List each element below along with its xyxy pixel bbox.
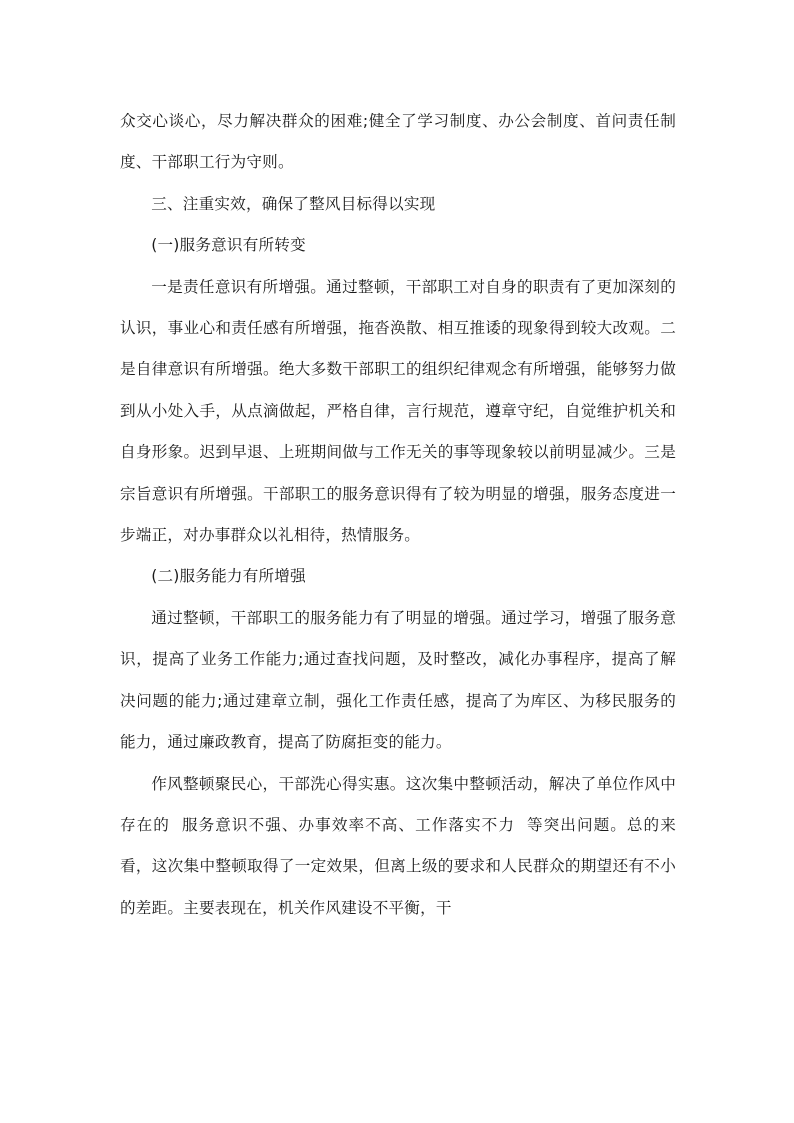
paragraph-summary: 作风整顿聚民心，干部洗心得实惠。这次集中整顿活动，解决了单位作风中存在的 服务意识不强、办事效率不高、工作落实不力 等突出问题。总的来看，这次集中整顿取得了一定效果，但离上级的要求和人民群众的期望还有不小的差距。主要表现在，机关作风建设不平衡，干 xyxy=(120,774,676,917)
paragraph-capability: 通过整顿，干部职工的服务能力有了明显的增强。通过学习，增强了服务意识，提高了业务工作能力;通过查找问题，及时整改，减化办事程序，提高了解决问题的能力;通过建章立制，强化工作责任感，提高了为库区、为移民服务的能力，通过廉政教育，提高了防腐拒变的能力。 xyxy=(120,608,676,752)
paragraph-continuation: 众交心谈心，尽力解决群众的困难;健全了学习制度、办公会制度、首问责任制度、干部职工行为守则。 xyxy=(120,112,676,172)
subsection-heading-two: (二)服务能力有所增强 xyxy=(151,567,306,586)
document-body xyxy=(120,101,676,929)
section-heading-three: 三、注重实效，确保了整风目标得以实现 xyxy=(151,194,436,213)
subsection-heading-one: (一)服务意识有所转变 xyxy=(151,236,306,255)
paragraph-awareness: 一是责任意识有所增强。通过整顿，干部职工对自身的职责有了更加深刻的认识，事业心和责任感有所增强，拖沓涣散、相互推诿的现象得到较大改观。二是自律意识有所增强。绝大多数干部职工的组织纪律观念有所增强，能够努力做到从小处入手，从点滴做起，严格自律，言行规范，遵章守纪，自觉维护机关和自身形象。迟到早退、上班期间做与工作无关的事等现象较以前明显减少。三是宗旨意识有所增强。干部职工的服务意识得有了较为明显的增强，服务态度进一步端正，对办事群众以礼相待，热情服务。 xyxy=(120,277,676,545)
